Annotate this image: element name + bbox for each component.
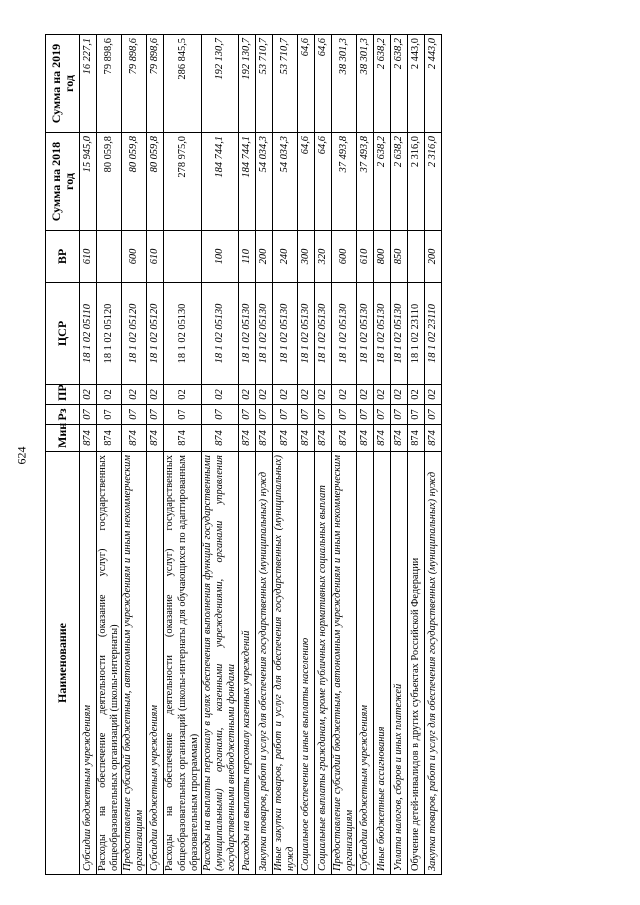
cell-sum-2018: 54 034,3	[255, 133, 272, 231]
cell-sum-2018: 278 975,0	[164, 133, 201, 231]
cell-pr: 02	[391, 385, 408, 405]
cell-pr: 02	[331, 385, 356, 405]
cell-vr: 800	[374, 231, 391, 283]
cell-sum-2019: 38 301,3	[357, 35, 374, 133]
cell-rz: 07	[425, 405, 442, 425]
cell-min: 874	[255, 425, 272, 452]
cell-pr: 02	[147, 385, 164, 405]
cell-csr: 18 1 02 05130	[374, 283, 391, 385]
table-row	[164, 35, 201, 875]
cell-name: Иные закупки товаров, работ и услуг для обеспечения государственных (муниципальных) нужд	[272, 452, 297, 875]
cell-sum-2018: 80 059,8	[147, 133, 164, 231]
cell-sum-2018: 64,6	[314, 133, 331, 231]
cell-pr: 02	[297, 385, 314, 405]
cell-min: 874	[297, 425, 314, 452]
cell-csr: 18 1 02 05130	[201, 283, 238, 385]
cell-pr: 02	[374, 385, 391, 405]
cell-min: 874	[425, 425, 442, 452]
cell-sum-2018: 184 744,1	[238, 133, 255, 231]
cell-name: Расходы на обеспечение деятельности (оказание услуг) государственных общеобразовательных организаций (школы-интернаты)	[97, 452, 122, 875]
header-sum-2018: Сумма на 2018 год	[46, 133, 80, 231]
table-row	[357, 35, 374, 875]
cell-rz: 07	[97, 405, 122, 425]
cell-sum-2018: 80 059,8	[97, 133, 122, 231]
table-row	[147, 35, 164, 875]
table-row	[425, 35, 442, 875]
cell-sum-2018: 2 638,2	[391, 133, 408, 231]
cell-name: Иные бюджетные ассигнования	[374, 452, 391, 875]
cell-rz: 07	[201, 405, 238, 425]
cell-rz: 07	[331, 405, 356, 425]
cell-sum-2019: 2 443,0	[425, 35, 442, 133]
cell-name: Уплата налогов, сборов и иных платежей	[391, 452, 408, 875]
cell-min: 874	[374, 425, 391, 452]
header-rz: Рз	[46, 405, 80, 425]
cell-vr: 200	[425, 231, 442, 283]
cell-csr: 18 1 02 23110	[425, 283, 442, 385]
header-vr: ВР	[46, 231, 80, 283]
cell-name: Предоставление субсидий бюджетным, автономным учреждениям и иным некоммерческим организациям	[331, 452, 356, 875]
cell-rz: 07	[255, 405, 272, 425]
cell-csr: 18 1 02 05130	[255, 283, 272, 385]
cell-sum-2019: 64,6	[314, 35, 331, 133]
cell-vr: 610	[357, 231, 374, 283]
page-number: 624	[14, 446, 29, 465]
cell-sum-2019: 16 227,1	[80, 35, 97, 133]
cell-vr: 300	[297, 231, 314, 283]
cell-sum-2019: 79 898,6	[122, 35, 147, 133]
cell-csr: 18 1 02 23110	[408, 283, 425, 385]
cell-csr: 18 1 02 05130	[331, 283, 356, 385]
cell-vr: 600	[331, 231, 356, 283]
cell-csr: 18 1 02 05130	[297, 283, 314, 385]
table-row	[97, 35, 122, 875]
cell-sum-2018: 2 316,0	[425, 133, 442, 231]
cell-sum-2018: 37 493,8	[331, 133, 356, 231]
cell-min: 874	[408, 425, 425, 452]
cell-name: Субсидии бюджетным учреждениям	[80, 452, 97, 875]
table-body	[80, 35, 442, 875]
cell-min: 874	[238, 425, 255, 452]
cell-sum-2018: 2 638,2	[374, 133, 391, 231]
table-row	[201, 35, 238, 875]
cell-min: 874	[164, 425, 201, 452]
cell-name: Обучение детей-инвалидов в других субъектах Российской Федерации	[408, 452, 425, 875]
cell-min: 874	[147, 425, 164, 452]
cell-rz: 07	[122, 405, 147, 425]
cell-pr: 02	[425, 385, 442, 405]
cell-sum-2018: 184 744,1	[201, 133, 238, 231]
cell-pr: 02	[164, 385, 201, 405]
cell-rz: 07	[314, 405, 331, 425]
cell-sum-2019: 53 710,7	[255, 35, 272, 133]
cell-csr: 18 1 02 05120	[147, 283, 164, 385]
table-row	[391, 35, 408, 875]
cell-sum-2018: 80 059,8	[122, 133, 147, 231]
cell-vr	[164, 231, 201, 283]
cell-pr: 02	[314, 385, 331, 405]
budget-table-container	[45, 35, 560, 875]
table-row	[314, 35, 331, 875]
cell-vr	[408, 231, 425, 283]
cell-vr: 200	[255, 231, 272, 283]
cell-sum-2019: 2 443,0	[408, 35, 425, 133]
cell-rz: 07	[238, 405, 255, 425]
cell-min: 874	[314, 425, 331, 452]
cell-pr: 02	[272, 385, 297, 405]
cell-pr: 02	[357, 385, 374, 405]
cell-pr: 02	[238, 385, 255, 405]
cell-sum-2018: 64,6	[297, 133, 314, 231]
cell-rz: 07	[147, 405, 164, 425]
table-row	[272, 35, 297, 875]
cell-csr: 18 1 02 05130	[272, 283, 297, 385]
cell-csr: 18 1 02 05120	[97, 283, 122, 385]
cell-sum-2019: 2 638,2	[374, 35, 391, 133]
cell-rz: 07	[272, 405, 297, 425]
cell-vr	[97, 231, 122, 283]
cell-vr: 240	[272, 231, 297, 283]
header-min: Мин	[46, 425, 80, 452]
cell-vr: 600	[122, 231, 147, 283]
cell-min: 874	[201, 425, 238, 452]
cell-sum-2018: 2 316,0	[408, 133, 425, 231]
cell-rz: 07	[80, 405, 97, 425]
cell-name: Расходы на выплаты персоналу казенных учреждений	[238, 452, 255, 875]
cell-csr: 18 1 02 05130	[357, 283, 374, 385]
cell-sum-2019: 192 130,7	[238, 35, 255, 133]
table-row	[255, 35, 272, 875]
cell-vr: 110	[238, 231, 255, 283]
cell-vr: 610	[147, 231, 164, 283]
cell-sum-2019: 38 301,3	[331, 35, 356, 133]
table-header-row	[46, 35, 80, 875]
cell-vr: 320	[314, 231, 331, 283]
table-row	[122, 35, 147, 875]
table-row	[374, 35, 391, 875]
cell-name: Субсидии бюджетным учреждениям	[147, 452, 164, 875]
cell-rz: 07	[357, 405, 374, 425]
cell-sum-2019: 79 898,6	[97, 35, 122, 133]
cell-sum-2018: 54 034,3	[272, 133, 297, 231]
cell-min: 874	[80, 425, 97, 452]
budget-table	[45, 34, 442, 875]
header-name: Наименование	[46, 452, 80, 875]
cell-min: 874	[122, 425, 147, 452]
cell-min: 874	[331, 425, 356, 452]
header-pr: ПР	[46, 385, 80, 405]
cell-min: 874	[97, 425, 122, 452]
cell-name: Социальные выплаты гражданам, кроме публичных нормативных социальных выплат	[314, 452, 331, 875]
cell-name: Расходы на выплаты персоналу в целях обеспечения выполнения функций государственными (муниципальными) органами, казенными учреждениями, органами управления государственными внебюджетными фондами	[201, 452, 238, 875]
cell-csr: 18 1 02 05120	[122, 283, 147, 385]
cell-rz: 07	[391, 405, 408, 425]
cell-name: Расходы на обеспечение деятельности (оказание услуг) государственных общеобразовательных организаций (школы-интернаты для обучающихся по адаптированным образовательным программам)	[164, 452, 201, 875]
cell-csr: 18 1 02 05130	[314, 283, 331, 385]
cell-name: Субсидии бюджетным учреждениям	[357, 452, 374, 875]
table-row	[238, 35, 255, 875]
table-row	[331, 35, 356, 875]
cell-csr: 18 1 02 05130	[391, 283, 408, 385]
cell-csr: 18 1 02 05130	[238, 283, 255, 385]
header-csr: ЦСР	[46, 283, 80, 385]
cell-min: 874	[272, 425, 297, 452]
cell-min: 874	[391, 425, 408, 452]
cell-pr: 02	[122, 385, 147, 405]
cell-rz: 07	[164, 405, 201, 425]
header-sum-2019: Сумма на 2019 год	[46, 35, 80, 133]
cell-sum-2018: 37 493,8	[357, 133, 374, 231]
cell-pr: 02	[97, 385, 122, 405]
cell-rz: 07	[297, 405, 314, 425]
cell-rz: 07	[374, 405, 391, 425]
cell-sum-2019: 53 710,7	[272, 35, 297, 133]
cell-csr: 18 1 02 05110	[80, 283, 97, 385]
cell-name: Закупка товаров, работ и услуг для обеспечения государственных (муниципальных) нужд	[255, 452, 272, 875]
cell-csr: 18 1 02 05130	[164, 283, 201, 385]
cell-sum-2019: 192 130,7	[201, 35, 238, 133]
table-row	[408, 35, 425, 875]
cell-pr: 02	[408, 385, 425, 405]
cell-name: Социальное обеспечение и иные выплаты населению	[297, 452, 314, 875]
cell-vr: 850	[391, 231, 408, 283]
cell-sum-2019: 286 845,5	[164, 35, 201, 133]
cell-sum-2018: 15 945,0	[80, 133, 97, 231]
cell-pr: 02	[80, 385, 97, 405]
table-row	[297, 35, 314, 875]
cell-min: 874	[357, 425, 374, 452]
cell-vr: 610	[80, 231, 97, 283]
table-row	[80, 35, 97, 875]
cell-sum-2019: 79 898,6	[147, 35, 164, 133]
cell-pr: 02	[201, 385, 238, 405]
cell-sum-2019: 2 638,2	[391, 35, 408, 133]
cell-name: Закупка товаров, работ и услуг для обеспечения государственных (муниципальных) нужд	[425, 452, 442, 875]
cell-pr: 02	[255, 385, 272, 405]
cell-sum-2019: 64,6	[297, 35, 314, 133]
cell-name: Предоставление субсидий бюджетным, автономным учреждениям и иным некоммерческим организациям	[122, 452, 147, 875]
cell-rz: 07	[408, 405, 425, 425]
cell-vr: 100	[201, 231, 238, 283]
